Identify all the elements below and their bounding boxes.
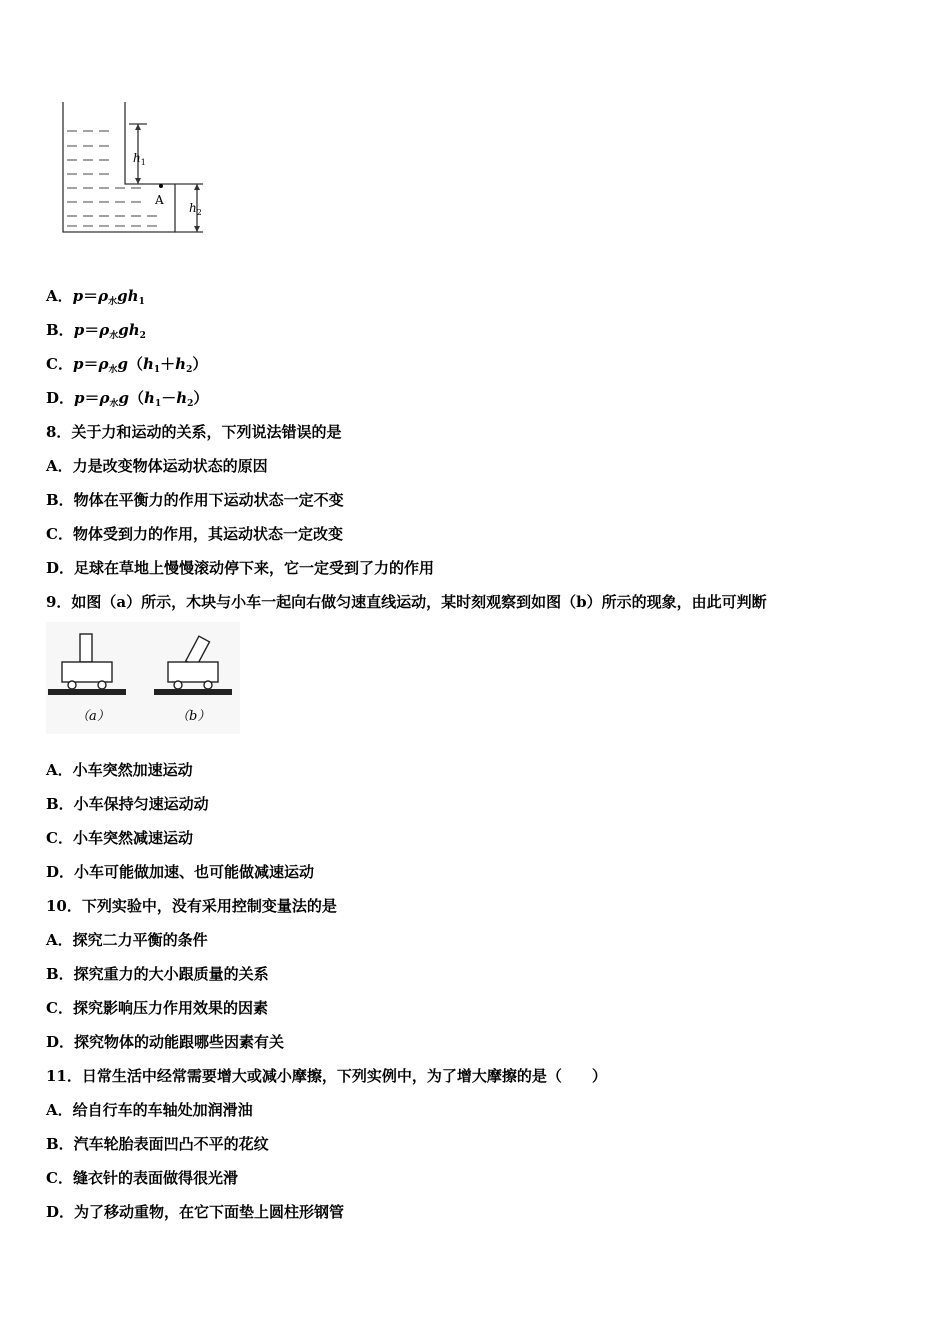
q7-option-b: B．$p=\rho_水gh_2$ (46, 321, 146, 341)
cart-block-figure (46, 622, 240, 734)
q8-option-c: C．物体受到力的作用，其运动状态一定改变 (46, 525, 343, 543)
q11-option-a: A．给自行车的车轴处加润滑油 (46, 1101, 253, 1119)
q11-stem: 11．日常生活中经常需要增大或减小摩擦，下列实例中，为了增大摩擦的是（ ） (46, 1067, 607, 1085)
q11-option-d: D．为了移动重物，在它下面垫上圆柱形钢管 (46, 1203, 345, 1221)
q10-stem: 10．下列实验中，没有采用控制变量法的是 (46, 897, 337, 915)
q9-option-c: C．小车突然减速运动 (46, 829, 193, 847)
q10-option-a: A．探究二力平衡的条件 (46, 931, 208, 949)
q9-stem: 9．如图（a）所示，木块与小车一起向右做匀速直线运动，某时刻观察到如图（b）所示的现象，由此可判断 (46, 593, 767, 611)
q10-option-c: C．探究影响压力作用效果的因素 (46, 999, 268, 1017)
q11-option-c: C．缝衣针的表面做得很光滑 (46, 1169, 238, 1187)
point-a-label: A (155, 193, 164, 207)
q7-option-a: A．$p=\rho_水gh_1$ (46, 287, 145, 307)
q8-option-d: D．足球在草地上慢慢滚动停下来，它一定受到了力的作用 (46, 559, 435, 577)
q10-option-b: B．探究重力的大小跟质量的关系 (46, 965, 269, 983)
h2-label: $h_2$ (189, 201, 202, 217)
water-container-figure (55, 98, 215, 238)
q10-option-d: D．探究物体的动能跟哪些因素有关 (46, 1033, 285, 1051)
q11-option-b: B．汽车轮胎表面凹凸不平的花纹 (46, 1135, 269, 1153)
figure-label-a: （a） (76, 709, 110, 724)
q9-option-a: A．小车突然加速运动 (46, 761, 193, 779)
q9-option-d: D．小车可能做加速、也可能做减速运动 (46, 863, 315, 881)
q8-stem: 8．关于力和运动的关系，下列说法错误的是 (46, 423, 342, 441)
figure-label-b: （b） (176, 709, 211, 724)
q8-option-a: A．力是改变物体运动状态的原因 (46, 457, 268, 475)
q7-option-c: C．$p=\rho_水g(h_1+h_2)$ (46, 355, 208, 375)
q8-option-b: B．物体在平衡力的作用下运动状态一定不变 (46, 491, 344, 509)
q7-option-d: D．$p=\rho_水g(h_1-h_2)$ (46, 389, 209, 409)
h1-label: $h_1$ (133, 151, 146, 167)
q9-option-b: B．小车保持匀速运动动 (46, 795, 209, 813)
